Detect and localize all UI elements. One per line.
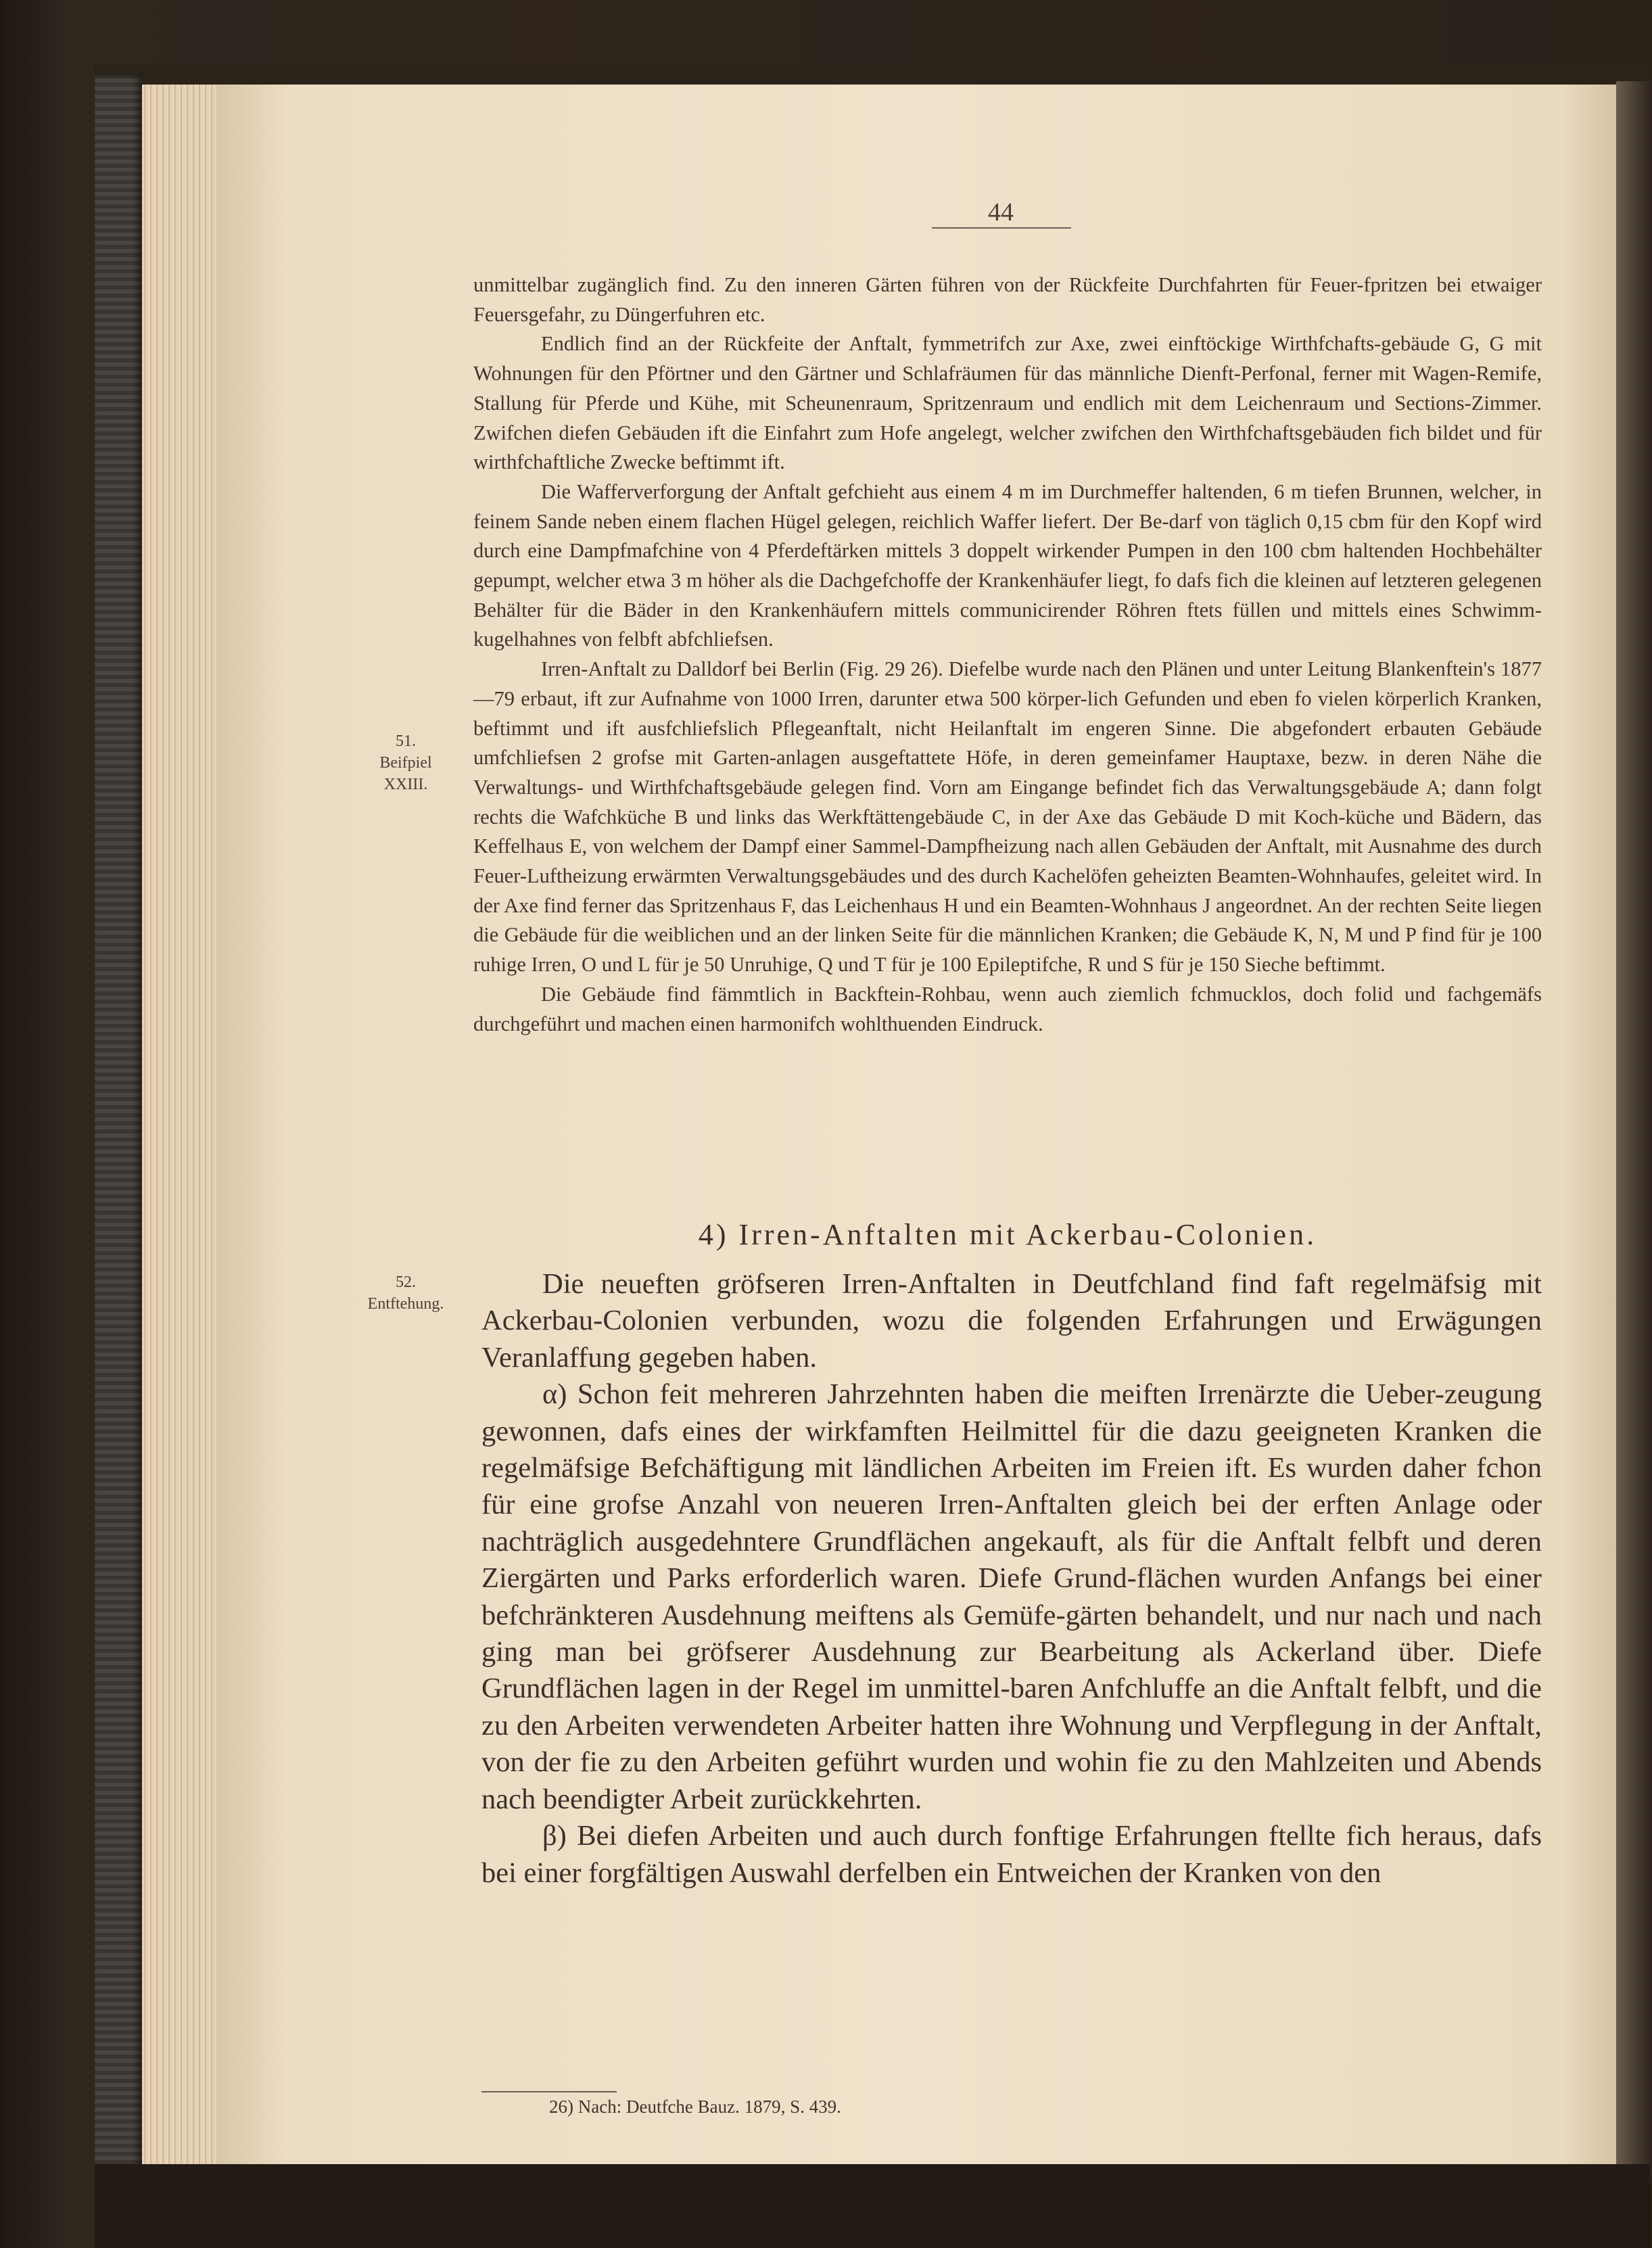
paragraph-5: Die Gebäude find fämmtlich in Backftein-Rohbau, wenn auch ziemlich fchmucklos, doch folid und fachgemäfs durchgeführt und machen einen harmonifch wohlthuenden Eindruck.	[473, 982, 1542, 1035]
paragraph-1: unmittelbar zugänglich find. Zu den inneren Gärten führen von der Rückfeite Durchfahrten für Feuer-fpritzen bei etwaiger Feuersgefahr, zu Düngerfuhren etc.	[473, 273, 1542, 326]
paragraph-large-1: Die neueften gröfseren Irren-Anftalten in Deutfchland find faft regelmäfsig mit Ackerbau-Colonien verbunden, wozu die folgenden Erfahrungen und Erwägungen Veranlaffung gegeben haben.	[481, 1268, 1542, 1374]
footnote: 26) Nach: Deutfche Bauz. 1879, S. 439.	[549, 2097, 841, 2117]
paragraph-large-2: α) Schon feit mehreren Jahrzehnten haben die meiften Irrenärzte die Ueber-zeugung gewonnen, dafs eines der wirkfamften Heilmittel für die dazu geeigneten Kranken die regelmäfsige Befchäftigung mit ländlichen Arbeiten im Freien ift. Es wurden daher fchon für eine grofse Anzahl von neueren Irren-Anftalten gleich bei der erften Anlage oder nachträglich ausgedehntere Grundflächen angekauft, als für die Anftalt felbft und deren Ziergärten und Parks erforderlich waren. Diefe Grund-flächen wurden Anfangs bei einer befchränkteren Ausdehnung meiftens als Gemüfe-gärten behandelt, und nur nach und nach ging man bei gröfserer Ausdehnung zur Bearbeitung als Ackerland über. Diefe Grundflächen lagen in der Regel im unmittel-baren Anfchluffe an die Anftalt felbft, und die zu den Arbeiten verwendeten Arbeiter hatten ihre Wohnung und Verpflegung in der Anftalt, von der fie zu den Arbeiten geführt wurden und wohin fie zu den Mahlzeiten und Abends nach beendigter Arbeit zurückkehrten.	[481, 1378, 1542, 1815]
section-heading: 4) Irren-Anftalten mit Ackerbau-Colonien.	[698, 1218, 1317, 1251]
margin-note-roman: XXIII.	[383, 776, 428, 793]
page-stack-edges	[142, 85, 223, 2168]
footnote-rule	[481, 2091, 617, 2092]
paragraph-3: Die Wafferverforgung der Anftalt gefchieht aus einem 4 m im Durchmeffer haltenden, 6 m tiefen Brunnen, welcher, in feinem Sande neben einem flachen Hügel gelegen, reichlich Waffer liefert. Der Be-darf von täglich 0,15 cbm für den Kopf wird durch eine Dampfmafchine von 4 Pferdeftärken mittels 3 doppelt wirkender Pumpen in den 100 cbm haltenden Hochbehälter gepumpt, welcher etwa 3 m höher als die Dachgefchoffe der Krankenhäufer liegt, fo dafs fich die kleinen auf letzteren gelegenen Behälter für die Bäder in den Krankenhäufern mittels communicirender Röhren ftets füllen und mittels eines Schwimm-kugelhahnes von felbft abfchliefsen.	[473, 479, 1542, 651]
margin-note-number: 51.	[396, 732, 416, 750]
paragraph-large-3: β) Bei diefen Arbeiten und auch durch fonftige Erfahrungen ftellte fich heraus, dafs bei einer forgfältigen Auswahl derfelben ein Entweichen der Kranken von den	[481, 1820, 1542, 1889]
book-right-edge	[1616, 81, 1652, 2178]
large-text-block	[481, 1266, 1542, 1892]
page-number-rule	[932, 227, 1071, 229]
paragraph-4: Irren-Anftalt zu Dalldorf bei Berlin (Fig. 29 26). Diefelbe wurde nach den Plänen und unter Leitung Blankenftein's 1877—79 erbaut, ift zur Aufnahme von 1000 Irren, darunter etwa 500 körper-lich Gefunden und eben fo vielen körperlich Kranken, beftimmt und ift ausfchliefslich Pflegeanftalt, nicht Heilanftalt im engeren Sinne. Die abgefondert erbauten Gebäude umfchliefsen 2 grofse mit Garten-anlagen ausgeftattete Höfe, in deren gemeinfamer Hauptaxe, bezw. in deren Nähe die Verwaltungs- und Wirthfchaftsgebäude gelegen find. Vorn am Eingange befindet fich das Verwaltungsgebäude A; dann folgt rechts die Wafchküche B und links das Werkftättengebäude C, in der Axe das Gebäude D mit Koch-küche und Bädern, das Keffelhaus E, von welchem der Dampf einer Sammel-Dampfheizung nach allen Gebäuden der Anftalt, mit Ausnahme des durch Feuer-Luftheizung erwärmten Verwaltungsgebäudes und des durch Kachelöfen geheizten Beamten-Wohnhaufes, geleitet wird. In der Axe find ferner das Spritzenhaus F, das Leichenhaus H und ein Beamten-Wohnhaus J angeordnet. An der rechten Seite liegen die Gebäude für die weiblichen und an der linken Seite für die männlichen Kranken; die Gebäude K, N, M und P find für je 100 ruhige Irren, O und L für je 50 Unruhige, Q und T für je 100 Epileptifche, R und S für je 150 Sieche beftimmt.	[473, 657, 1542, 977]
book-cover-edge	[95, 74, 142, 2178]
margin-note-52	[352, 1271, 460, 1315]
margin-note-51	[352, 730, 460, 795]
margin-note-label: Beifpiel	[379, 754, 432, 772]
paragraph-2: Endlich find an der Rückfeite der Anftalt, fymmetrifch zur Axe, zwei einftöckige Wirthfchafts-gebäude G, G mit Wohnungen für den Pförtner und den Gärtner und Schlafräumen für das männliche Dienft-Perfonal, ferner mit Wagen-Remife, Stallung für Pferde und Kühe, mit Scheunenraum, Spritzenraum und endlich mit dem Leichenraum und Sections-Zimmer. Zwifchen diefen Gebäuden ift die Einfahrt zum Hofe angelegt, welcher zwifchen den Wirthfchaftsgebäuden fich bildet und für wirthfchaftliche Zwecke beftimmt ift.	[473, 332, 1542, 474]
margin-note-number: 52.	[396, 1273, 416, 1291]
book-bottom-shadow	[95, 2164, 1650, 2248]
page-number: 44	[988, 198, 1014, 227]
margin-note-label: Entftehung.	[367, 1295, 444, 1313]
small-text-block	[473, 271, 1542, 1039]
